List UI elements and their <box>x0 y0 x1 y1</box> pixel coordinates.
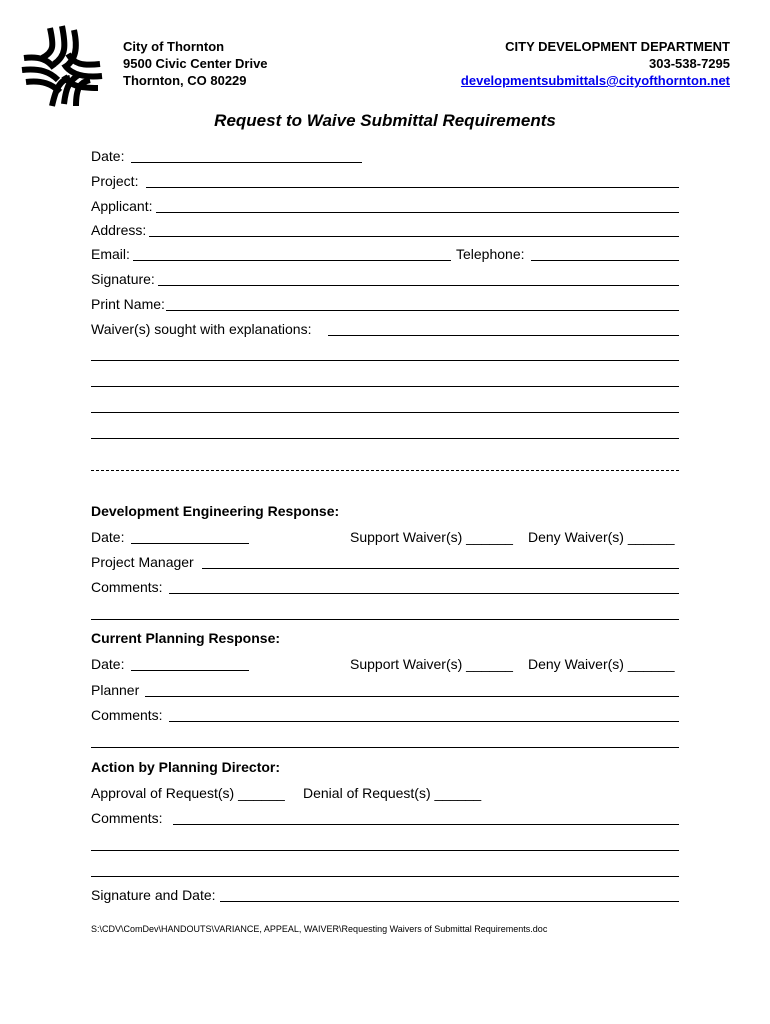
director-heading: Action by Planning Director: <box>91 759 281 775</box>
signature-date-field[interactable] <box>220 901 679 902</box>
telephone-label: Telephone: <box>456 246 525 262</box>
city-state-zip: Thornton, CO 80229 <box>123 73 247 88</box>
approval-of-requests[interactable]: Approval of Request(s) ______ <box>91 785 285 801</box>
planner-field[interactable] <box>145 696 679 697</box>
director-comments-field[interactable] <box>91 850 679 851</box>
engineering-heading: Development Engineering Response: <box>91 503 340 519</box>
signature-date-label: Signature and Date: <box>91 887 216 903</box>
waivers-field-line[interactable] <box>91 386 679 387</box>
department-phone: 303-538-7295 <box>649 56 730 71</box>
telephone-field[interactable] <box>531 260 679 261</box>
signature-field[interactable] <box>158 285 679 286</box>
signature-label: Signature: <box>91 271 155 287</box>
director-comments-field[interactable] <box>173 824 679 825</box>
engineering-comments-label: Comments: <box>91 579 163 595</box>
project-manager-field[interactable] <box>202 568 679 569</box>
planning-comments-field[interactable] <box>169 721 679 722</box>
section-divider <box>91 470 679 471</box>
planner-label: Planner <box>91 682 140 698</box>
planning-comments-label: Comments: <box>91 707 163 723</box>
date-field[interactable] <box>131 162 362 163</box>
waivers-field-line[interactable] <box>91 412 679 413</box>
planning-date-field[interactable] <box>131 670 249 671</box>
engineering-deny-waiver[interactable]: Deny Waiver(s) ______ <box>528 529 675 545</box>
print-name-label: Print Name: <box>91 296 165 312</box>
department-name: CITY DEVELOPMENT DEPARTMENT <box>505 39 730 54</box>
planning-comments-field[interactable] <box>91 747 679 748</box>
address-label: Address: <box>91 222 147 238</box>
planning-heading: Current Planning Response: <box>91 630 281 646</box>
project-field[interactable] <box>146 187 679 188</box>
waivers-field-line[interactable] <box>91 360 679 361</box>
waivers-label: Waiver(s) sought with explanations: <box>91 321 312 337</box>
email-field[interactable] <box>133 260 451 261</box>
waivers-field-line[interactable] <box>91 438 679 439</box>
city-logo <box>20 24 104 108</box>
engineering-comments-field[interactable] <box>91 619 679 620</box>
department-email-link[interactable]: developmentsubmittals@cityofthornton.net <box>460 73 730 88</box>
street-address: 9500 Civic Center Drive <box>123 56 268 71</box>
planning-date-label: Date: <box>91 656 125 672</box>
email-label: Email: <box>91 246 130 262</box>
engineering-support-waiver[interactable]: Support Waiver(s) ______ <box>350 529 513 545</box>
project-manager-label: Project Manager <box>91 554 194 570</box>
document-path: S:\CDV\ComDev\HANDOUTS\VARIANCE, APPEAL, WAIVER\Requesting Waivers of Submittal Requirements.doc <box>91 924 548 934</box>
engineering-date-field[interactable] <box>131 543 249 544</box>
engineering-comments-field[interactable] <box>169 593 679 594</box>
director-comments-label: Comments: <box>91 810 163 826</box>
planning-deny-waiver[interactable]: Deny Waiver(s) ______ <box>528 656 675 672</box>
waivers-field-line[interactable] <box>328 335 679 336</box>
address-field[interactable] <box>149 236 679 237</box>
date-label: Date: <box>91 148 125 164</box>
applicant-field[interactable] <box>156 212 679 213</box>
city-name: City of Thornton <box>123 39 225 54</box>
form-title: Request to Waive Submittal Requirements <box>214 111 556 130</box>
project-label: Project: <box>91 173 139 189</box>
applicant-label: Applicant: <box>91 198 153 214</box>
director-comments-field[interactable] <box>91 876 679 877</box>
print-name-field[interactable] <box>166 310 679 311</box>
denial-of-requests[interactable]: Denial of Request(s) ______ <box>303 785 482 801</box>
planning-support-waiver[interactable]: Support Waiver(s) ______ <box>350 656 513 672</box>
engineering-date-label: Date: <box>91 529 125 545</box>
